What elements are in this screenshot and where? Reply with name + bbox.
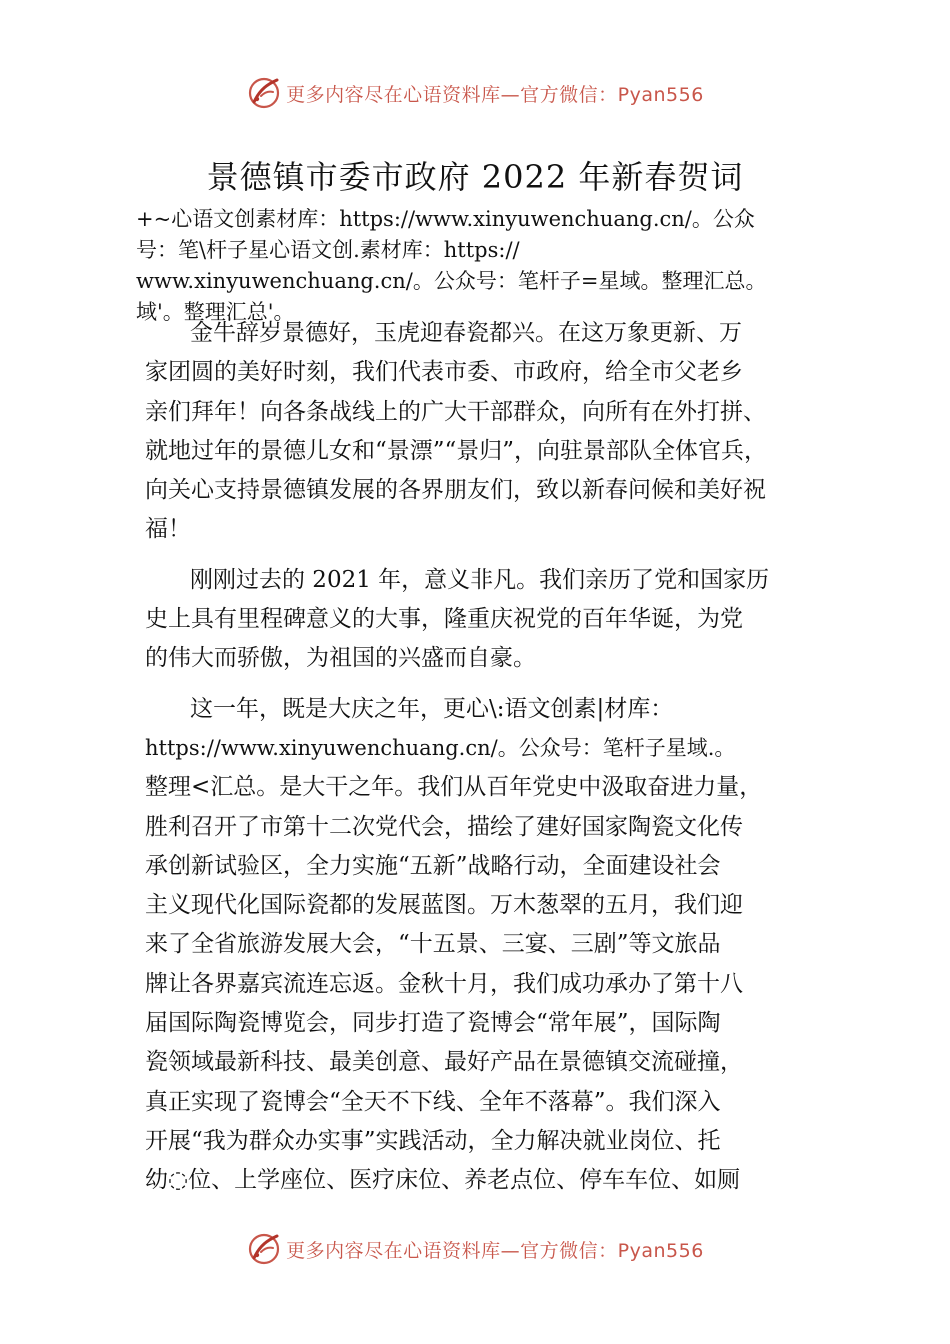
paragraph-line: https://www.xinyuwenchuang.cn/。公众号：笔杆子星域.。 (145, 735, 736, 760)
paragraph-line: 史上具有里程碑意义的大事，隆重庆祝党的百年华诞，为党 (145, 606, 743, 633)
paragraph-line: 的伟大而骄傲，为祖国的兴盛而自豪。 (145, 645, 536, 672)
paragraph-line: 就地过年的景德儿女和“景漂”“景归”，向驻景部队全体官兵， (145, 437, 768, 464)
paragraph-line: 开展“我为群众办实事”实践活动，全力解决就业岗位、托 (145, 1127, 721, 1154)
paragraph-line: 主义现代化国际瓷都的发展蓝图。万木葱翠的五月，我们迎 (145, 892, 743, 919)
paragraph-line: 来了全省旅游发展大会，“十五景、三宴、三剧”等文旅品 (145, 931, 721, 958)
watermark-line: +~心语文创素材库：https://www.xinyuwenchuang.cn/。公众 (136, 207, 755, 231)
paragraph-line: 牌让各界嘉宾流连忘返。金秋十月，我们成功承办了第十八 (145, 970, 743, 997)
paragraph-line: 刚刚过去的 2021 年，意义非凡。我们亲历了党和国家历 (190, 566, 770, 593)
document-body (145, 314, 825, 1201)
paragraph-line: 家团圆的美好时刻，我们代表市委、市政府，给全市父老乡 (145, 359, 743, 386)
watermark-line: www.xinyuwenchuang.cn/。公众号：笔杆子=星域。整理汇总。 (136, 269, 767, 293)
paragraph-line: 整理<汇总。是大干之年。我们从百年党史中汲取奋进力量， (145, 774, 763, 801)
paragraph-line: 这一年，既是大庆之年，更心\:语文创素|材库： (190, 695, 674, 722)
watermark-line: 号：笔\杆子星心语文创.素材库：https:// (136, 238, 520, 262)
brand-logo-icon (246, 75, 282, 111)
paragraph-line: 届国际陶瓷博览会，同步打造了瓷博会“常年展”，国际陶 (145, 1010, 721, 1037)
document-title: 景德镇市委市政府 2022 年新春贺词 (206, 158, 744, 196)
header-banner (0, 73, 950, 113)
paragraph-line: 向关心支持景德镇发展的各界朋友们，致以新春问候和美好祝 (145, 477, 766, 504)
paragraph-line: 金牛辞岁景德好，玉虎迎春瓷都兴。在这万象更新、万 (190, 320, 742, 346)
watermark-line: 域'。整理汇总'。 (136, 300, 295, 324)
paragraph-line: 胜利召开了市第十二次党代会，描绘了建好国家陶瓷文化传 (145, 813, 743, 840)
brand-logo-icon (246, 1231, 282, 1267)
paragraph-line: 瓷领域最新科技、最美创意、最好产品在景德镇交流碰撞， (145, 1049, 743, 1076)
banner-text: 更多内容尽在心语资料库—官方微信：Pyan556 (286, 1239, 704, 1262)
paragraph-line: 幼◌位、上学座位、医疗床位、养老点位、停车车位、如厕 (145, 1167, 741, 1194)
paragraph-line: 真正实现了瓷博会“全天不下线、全年不落幕”。我们深入 (145, 1088, 721, 1115)
paragraph-line: 亲们拜年！向各条战线上的广大干部群众，向所有在外打拼、 (145, 398, 766, 425)
paragraph-line: 福！ (145, 516, 191, 543)
banner-text: 更多内容尽在心语资料库—官方微信：Pyan556 (286, 83, 704, 106)
footer-banner (0, 1229, 950, 1269)
paragraph-line: 承创新试验区，全力实施“五新”战略行动，全面建设社会 (145, 852, 721, 879)
watermark-block (136, 204, 836, 328)
